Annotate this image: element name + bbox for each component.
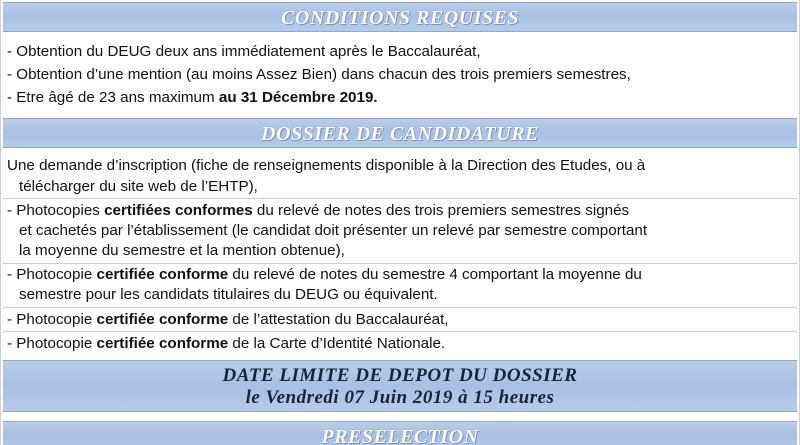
condition-item-mention: - Obtention d’une mention (au moins Assez Bien) dans chacun des trois premiers semestres, bbox=[7, 66, 631, 83]
item4-bold: certifiée conforme bbox=[96, 335, 229, 352]
condition-item-deug: - Obtention du DEUG deux ans immédiatement après le Baccalauréat, bbox=[7, 43, 481, 60]
dossier-title: DOSSIER DE CANDIDATURE bbox=[261, 123, 539, 145]
dossier-intro-line1: Une demande d’inscription (fiche de renseignements disponible à la Direction des Etudes, ou à bbox=[7, 157, 646, 174]
divider bbox=[3, 198, 797, 199]
dossier-intro-line2: télécharger du site web de l’EHTP), bbox=[19, 178, 258, 195]
item3-prefix: - Photocopie bbox=[7, 311, 97, 328]
deadline-date: le Vendredi 07 Juin 2019 à 15 heures bbox=[245, 387, 555, 408]
dossier-banner bbox=[3, 118, 797, 148]
deadline-title: DATE LIMITE DE DEPOT DU DOSSIER bbox=[222, 365, 578, 386]
dossier-item1-line2: et cachetés par l’établissement (le candidat doit présenter un relevé par semestre comportant bbox=[19, 222, 648, 239]
preselection-banner bbox=[3, 421, 797, 445]
divider bbox=[3, 263, 797, 264]
item4-prefix: - Photocopie bbox=[7, 335, 97, 352]
divider bbox=[3, 307, 797, 308]
item1-bold: certifiées conformes bbox=[104, 202, 253, 219]
item2-prefix: - Photocopie bbox=[7, 266, 97, 283]
divider bbox=[3, 331, 797, 332]
item3-rest: de l’attestation du Baccalauréat, bbox=[228, 311, 449, 328]
dossier-item1-line3: la moyenne du semestre et la mention obtenue), bbox=[19, 242, 345, 259]
item3-bold: certifiée conforme bbox=[96, 311, 229, 328]
age-deadline: au 31 Décembre 2019. bbox=[218, 89, 378, 106]
dossier-item3 bbox=[7, 310, 449, 329]
conditions-banner bbox=[3, 2, 797, 32]
conditions-title: CONDITIONS REQUISES bbox=[281, 7, 519, 29]
condition-item-age bbox=[7, 88, 378, 107]
item2-bold: certifiée conforme bbox=[96, 266, 229, 283]
item4-rest: de la Carte d’Identité Nationale. bbox=[228, 335, 446, 352]
dossier-item1-line1 bbox=[7, 201, 629, 220]
age-prefix: - Etre âgé de 23 ans maximum bbox=[7, 89, 219, 106]
dossier-item2-line1 bbox=[7, 265, 642, 284]
deadline-banner bbox=[3, 360, 797, 412]
dossier-item4 bbox=[7, 334, 445, 353]
preselection-title: PRESELECTION bbox=[321, 426, 479, 445]
dossier-item2-line2: semestre pour les candidats titulaires du DEUG ou équivalent. bbox=[19, 286, 438, 303]
item2-rest: du relevé de notes du semestre 4 comportant la moyenne du bbox=[228, 266, 642, 283]
item1-prefix: - Photocopies bbox=[7, 202, 105, 219]
item1-rest: du relevé de notes des trois premiers semestres signés bbox=[252, 202, 630, 219]
